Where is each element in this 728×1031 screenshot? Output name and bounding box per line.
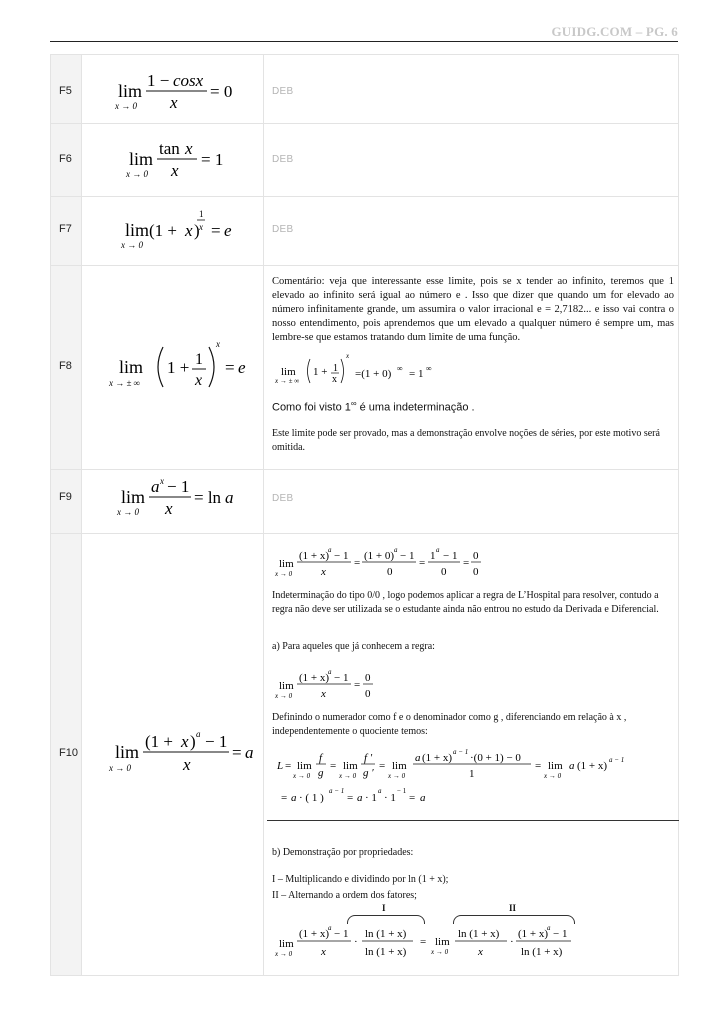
svg-text:lim: lim — [118, 81, 143, 101]
svg-text:− 1: − 1 — [205, 732, 228, 751]
f10-part-a: a) Para aqueles que já conhecem a regra: — [272, 641, 435, 652]
svg-text:=: = — [281, 792, 288, 804]
column-divider — [81, 55, 82, 975]
svg-text:x → 0: x → 0 — [275, 570, 293, 578]
svg-text:a: a — [328, 668, 332, 676]
svg-text:(1 + x): (1 + x) — [518, 928, 549, 940]
f10-defining: Definindo o numerador como f e o denominador como g , diferenciando em relação à x , independentemente o quociente temos: — [272, 712, 627, 737]
svg-text:x → 0: x → 0 — [339, 772, 357, 780]
svg-text:x: x — [171, 161, 179, 180]
svg-text:ln (1 + x): ln (1 + x) — [365, 928, 407, 940]
formula-f5 — [111, 67, 261, 115]
row-note-f7: DEB — [272, 224, 294, 235]
svg-text:x: x — [321, 688, 326, 700]
svg-text:·(0 + 1) − 0: ·(0 + 1) − 0 — [470, 752, 521, 764]
svg-text:lim: lim — [125, 220, 150, 240]
row-divider — [51, 123, 678, 124]
row-divider — [51, 265, 678, 266]
svg-text:− 1: − 1 — [553, 928, 568, 940]
svg-text:=: = — [419, 557, 426, 569]
svg-text:0: 0 — [441, 566, 447, 578]
svg-text:a − 1: a − 1 — [453, 748, 469, 756]
f10-lhospital-derivation — [273, 741, 679, 811]
f10-indeterminate-text: Indeterminação do tipo 0/0 , logo podemos aplicar a regra de L’Hospital para resolver, contudo a regra não deve ser utilizada se o estudante ainda não entrou no estudo da Derivada e Diferencial. — [272, 590, 659, 615]
formula-f6 — [121, 135, 241, 183]
svg-text:=: = — [535, 760, 542, 772]
formula-f10 — [105, 725, 265, 781]
svg-text:·: · — [510, 936, 514, 948]
svg-text:f ′: f ′ — [364, 752, 373, 764]
svg-text:e: e — [224, 221, 232, 240]
svg-text:=: = — [379, 760, 386, 772]
svg-text:− 1: − 1 — [334, 928, 349, 940]
svg-text:lim: lim — [279, 558, 294, 570]
svg-text:0: 0 — [473, 550, 479, 562]
svg-text:(1 + 0): (1 + 0) — [364, 550, 395, 562]
svg-text:lim: lim — [392, 760, 407, 772]
svg-text:x: x — [199, 222, 203, 232]
f8-series-note: Este limite pode ser provado, mas a demonstração envolve noções de séries, por este motivo será omitida. — [272, 428, 660, 453]
column-divider — [263, 55, 264, 975]
svg-text:1 +: 1 + — [313, 366, 328, 378]
page-header: GUIDG.COM – PG. 6 — [551, 24, 678, 39]
svg-text:x → 0: x → 0 — [121, 240, 143, 250]
svg-text:1: 1 — [199, 209, 204, 219]
svg-text:− 1: − 1 — [334, 550, 349, 562]
svg-text:− 1: − 1 — [400, 550, 415, 562]
svg-text:lim: lim — [121, 487, 146, 507]
svg-text:(1 +: (1 + — [145, 732, 173, 751]
svg-text:x → 0: x → 0 — [115, 101, 137, 111]
svg-text:lim: lim — [115, 742, 140, 762]
svg-text:=: = — [354, 557, 361, 569]
svg-text:x: x — [185, 221, 193, 240]
svg-text:0: 0 — [473, 566, 479, 578]
svg-text:(1 + x): (1 + x) — [299, 550, 330, 562]
svg-text:1: 1 — [195, 351, 203, 368]
row-id-f9: F9 — [59, 491, 72, 503]
svg-text:a: a — [151, 477, 160, 496]
svg-text:g ′: g ′ — [363, 767, 374, 779]
svg-text:1 −: 1 − — [147, 71, 170, 90]
svg-text:(1 + x): (1 + x) — [299, 928, 330, 940]
svg-text:= 0: = 0 — [210, 82, 233, 101]
svg-text:x: x — [321, 946, 326, 958]
svg-text:a: a — [569, 760, 575, 772]
f8-indeterminate: Como foi visto 1∞ é uma indeterminação . — [272, 399, 475, 414]
svg-text:− 1: − 1 — [397, 787, 407, 795]
svg-text:ln (1 + x): ln (1 + x) — [521, 946, 563, 958]
f10-properties-formula — [273, 921, 677, 969]
svg-text:(1 + x): (1 + x) — [299, 672, 330, 684]
svg-text:=(1 + 0): =(1 + 0) — [355, 368, 392, 380]
svg-text:=: = — [285, 760, 292, 772]
svg-text:− 1: − 1 — [334, 672, 349, 684]
f10-separator — [267, 820, 679, 821]
svg-text:g: g — [318, 767, 324, 779]
svg-text:x → 0: x → 0 — [275, 692, 293, 700]
row-divider — [51, 533, 678, 534]
svg-text:cosx: cosx — [173, 71, 204, 90]
svg-text:= 1: = 1 — [201, 150, 224, 169]
svg-text:a: a — [225, 488, 234, 507]
formula-f9 — [111, 473, 261, 521]
formula-table — [50, 54, 679, 976]
svg-text:x: x — [195, 372, 203, 389]
svg-text:lim: lim — [119, 357, 144, 377]
svg-text:a: a — [245, 743, 254, 762]
svg-text:1: 1 — [469, 768, 475, 780]
svg-text:x → 0: x → 0 — [275, 950, 293, 958]
svg-text:ln (1 + x): ln (1 + x) — [458, 928, 500, 940]
svg-text:lim: lim — [279, 680, 294, 692]
svg-text:tan: tan — [159, 139, 180, 158]
svg-text:· ( 1 ): · ( 1 ) — [299, 792, 324, 804]
svg-text:a: a — [547, 924, 551, 932]
svg-text:a: a — [436, 546, 440, 554]
svg-text:=: = — [420, 936, 427, 948]
svg-text:x → ± ∞: x → ± ∞ — [275, 377, 300, 385]
svg-text:· 1: · 1 — [384, 792, 396, 804]
svg-text:0: 0 — [365, 688, 371, 700]
svg-text:): ) — [190, 732, 196, 751]
svg-text:ln (1 + x): ln (1 + x) — [365, 946, 407, 958]
svg-text:L: L — [277, 760, 284, 772]
svg-text:·: · — [354, 936, 358, 948]
svg-text:x → 0: x → 0 — [388, 772, 406, 780]
svg-text:0: 0 — [387, 566, 393, 578]
svg-text:x → 0: x → 0 — [117, 507, 139, 517]
svg-text:x: x — [478, 946, 483, 958]
svg-text:x: x — [165, 499, 173, 518]
svg-text:=: = — [225, 358, 235, 377]
svg-text:a: a — [394, 546, 398, 554]
f10-part-b: b) Demonstração por propriedades: — [272, 847, 414, 858]
svg-text:x: x — [181, 732, 189, 751]
svg-text:(1 + x): (1 + x) — [577, 760, 608, 772]
svg-text:x: x — [183, 755, 191, 774]
row-note-f5: DEB — [272, 86, 294, 97]
svg-text:x → 0: x → 0 — [109, 763, 131, 773]
row-id-f8: F8 — [59, 360, 72, 372]
svg-text:=: = — [232, 743, 242, 762]
svg-text:a: a — [328, 546, 332, 554]
svg-text:): ) — [194, 221, 200, 240]
svg-text:∞: ∞ — [397, 364, 403, 373]
svg-text:=: = — [330, 760, 337, 772]
svg-text:(1 +: (1 + — [149, 221, 177, 240]
row-divider — [51, 196, 678, 197]
svg-text:a − 1: a − 1 — [329, 787, 345, 795]
f8-comment: Comentário: veja que interessante esse limite, pois se x tender ao infinito, teremos que 1 elevado ao infinito será igual ao número e . Isso que dizer que quando um for elevado ao número infinitamente grande, um assumira o valor irracional e = 2,7182... e isso vai contra o nosso entendimento, pois aprendemos que um elevado a qualquer número é sempre um, mas lembre-se que estamos tratando dum limite de uma função. — [272, 276, 674, 343]
svg-text:− 1: − 1 — [443, 550, 458, 562]
svg-text:= 1: = 1 — [409, 368, 424, 380]
svg-text:− 1: − 1 — [167, 477, 190, 496]
svg-text:=: = — [463, 557, 470, 569]
svg-text:x → 0: x → 0 — [293, 772, 311, 780]
svg-text:lim: lim — [279, 938, 294, 950]
brace-label-i: I — [382, 903, 386, 913]
svg-text:x: x — [185, 139, 193, 158]
svg-text:lim: lim — [297, 760, 312, 772]
svg-text:a: a — [378, 787, 382, 795]
f10-part-a-formula — [273, 663, 413, 703]
f8-derivation — [273, 351, 473, 387]
svg-text:1: 1 — [333, 363, 338, 374]
svg-text:x → 0: x → 0 — [126, 169, 148, 179]
svg-text:0: 0 — [365, 672, 371, 684]
row-note-f9: DEB — [272, 493, 294, 504]
svg-text:x: x — [160, 476, 164, 486]
brace-label-ii: II — [509, 903, 517, 913]
svg-text:a: a — [291, 792, 297, 804]
formula-f7 — [111, 203, 261, 255]
svg-text:lim: lim — [281, 366, 296, 378]
svg-text:= ln: = ln — [194, 488, 222, 507]
row-divider — [51, 469, 678, 470]
svg-text:x: x — [332, 374, 337, 385]
svg-text:a: a — [196, 729, 201, 739]
row-note-f6: DEB — [272, 154, 294, 165]
svg-text:e: e — [238, 358, 246, 377]
svg-text:=: = — [409, 792, 416, 804]
svg-text:lim: lim — [435, 936, 450, 948]
svg-text:x: x — [170, 93, 178, 112]
f10-step-1: I – Multiplicando e dividindo por ln (1 + x); — [272, 874, 449, 885]
svg-text:a: a — [357, 792, 363, 804]
svg-text:∞: ∞ — [426, 364, 432, 373]
svg-text:f: f — [319, 752, 323, 764]
svg-text:· 1: · 1 — [365, 792, 377, 804]
svg-text:x → 0: x → 0 — [544, 772, 562, 780]
svg-text:lim: lim — [129, 149, 154, 169]
svg-text:x: x — [321, 566, 326, 578]
f10-step-2: II – Alternando a ordem dos fatores; — [272, 890, 417, 901]
svg-text:1 +: 1 + — [167, 358, 190, 377]
svg-text:=: = — [347, 792, 354, 804]
svg-text:lim: lim — [548, 760, 563, 772]
svg-text:a: a — [420, 792, 426, 804]
row-id-f7: F7 — [59, 223, 72, 235]
svg-text:a − 1: a − 1 — [609, 756, 625, 764]
formula-f8 — [107, 335, 262, 397]
svg-text:x → ± ∞: x → ± ∞ — [109, 378, 141, 388]
svg-text:x: x — [216, 339, 220, 349]
svg-text:lim: lim — [343, 760, 358, 772]
svg-text:x: x — [346, 352, 350, 360]
svg-text:a: a — [415, 752, 421, 764]
svg-text:(1 + x): (1 + x) — [422, 752, 453, 764]
svg-text:1: 1 — [430, 550, 436, 562]
svg-text:a: a — [328, 924, 332, 932]
row-id-f5: F5 — [59, 85, 72, 97]
row-id-f10: F10 — [59, 747, 78, 759]
svg-text:x → 0: x → 0 — [431, 948, 449, 956]
svg-text:=: = — [211, 221, 221, 240]
f10-first-step — [273, 541, 513, 581]
row-id-f6: F6 — [59, 153, 72, 165]
id-column-shade — [51, 55, 81, 975]
svg-text:=: = — [354, 679, 361, 691]
header-rule — [50, 41, 678, 42]
